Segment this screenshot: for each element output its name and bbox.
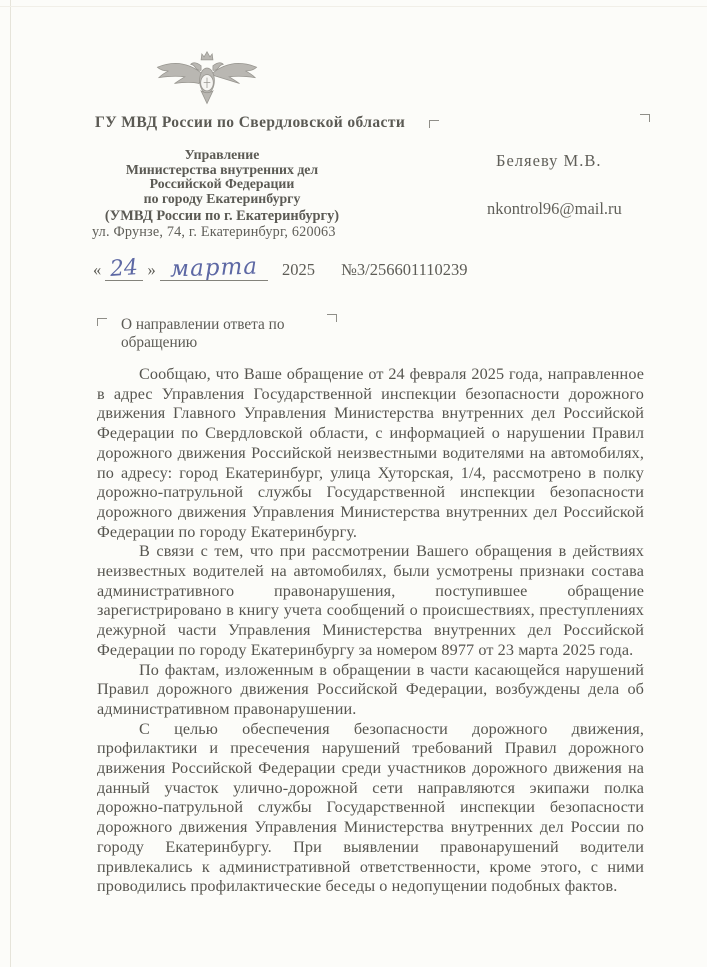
body-paragraph: По фактам, изложенным в обращении в части касающейся нарушений Правил дорожного движения Российской Федерации, возбуждены дела об административном правонарушении. <box>97 660 644 718</box>
recipient-corner-mark-left <box>429 120 439 128</box>
letter-body <box>97 365 644 897</box>
body-paragraph: Сообщаю, что Ваше обращение от 24 февраля 2025 года, направленное в адрес Управления Государственной инспекции безопасности дорожного движения Главного Управления Министерства внутренних дел Российской Федерации по Свердловской области, с информацией о нарушении Правил дорожного движения Российской неизвестными водителями на автомобилях, по адресу: город Екатеринбург, улица Хуторская, 1/4, рассмотрено в полку дорожно-патрульной службы Государственной инспекции безопасности дорожного движения Управления Министерства внутренних дел Российской Федерации по городу Екатеринбургу. <box>97 365 644 541</box>
org-parent-name: ГУ МВД России по Свердловской области <box>95 114 406 131</box>
handwritten-month: марта <box>169 253 259 283</box>
date-day-blank <box>105 255 143 282</box>
document-number: №3/256601110239 <box>341 260 468 279</box>
date-and-number-line <box>93 253 468 283</box>
handwritten-day: 24 <box>109 255 140 282</box>
date-quote-open: « <box>93 260 102 279</box>
date-quote-close: » <box>147 260 156 279</box>
letterhead-line: Управление <box>184 147 260 162</box>
recipient-email: nkontrol96@mail.ru <box>487 199 622 218</box>
mvd-double-headed-eagle-icon <box>150 48 264 122</box>
date-year: 2025 <box>282 260 315 279</box>
letterhead-line: по городу Екатеринбургу <box>143 190 301 206</box>
letterhead-short-name: (УМВД России по г. Екатеринбургу) <box>104 208 340 225</box>
letterhead-address: ул. Фрунзе, 74, г. Екатеринбург, 620063 <box>92 224 336 240</box>
body-paragraph: С целью обеспечения безопасности дорожного движения, профилактики и пресечения нарушений требований Правил дорожного движения Российской Федерации среди участников дорожного движения на данный участок улично-дорожной сети направляются экипажи полка дорожно-патрульной службы Государственной инспекции безопасности дорожного движения Управления Министерства внутренних дел России по городу Екатеринбургу. При выявлении правонарушений водители привлекались к административной ответственности, кроме этого, с ними проводились профилактические беседы о недопущении подобных фактов. <box>97 719 644 896</box>
scan-edge-artifact <box>10 0 11 967</box>
subject-corner-mark-right <box>327 314 337 322</box>
letterhead-block <box>72 148 372 224</box>
recipient-name: Беляеву М.В. <box>496 151 602 170</box>
recipient-corner-mark-right <box>640 114 650 122</box>
letterhead-line: Российской Федерации <box>149 176 295 192</box>
body-paragraph: В связи с тем, что при рассмотрении Вашего обращения в действиях неизвестных водителей на автомобилях, были усмотрены признаки состава административного правонарушения, поступившее обращение зарегистрировано в книгу учета сообщений о происшествиях, преступлениях дежурной части Управления Министерства внутренних дел Российской Федерации по городу Екатеринбургу за номером 8977 от 23 марта 2025 года. <box>97 542 644 659</box>
scan-edge-artifact <box>0 6 707 7</box>
date-month-blank <box>160 253 268 283</box>
subject-corner-mark-left <box>97 318 107 326</box>
letterhead-line: Министерства внутренних дел <box>125 161 319 177</box>
subject-line: О направлении ответа по обращению <box>121 316 285 351</box>
